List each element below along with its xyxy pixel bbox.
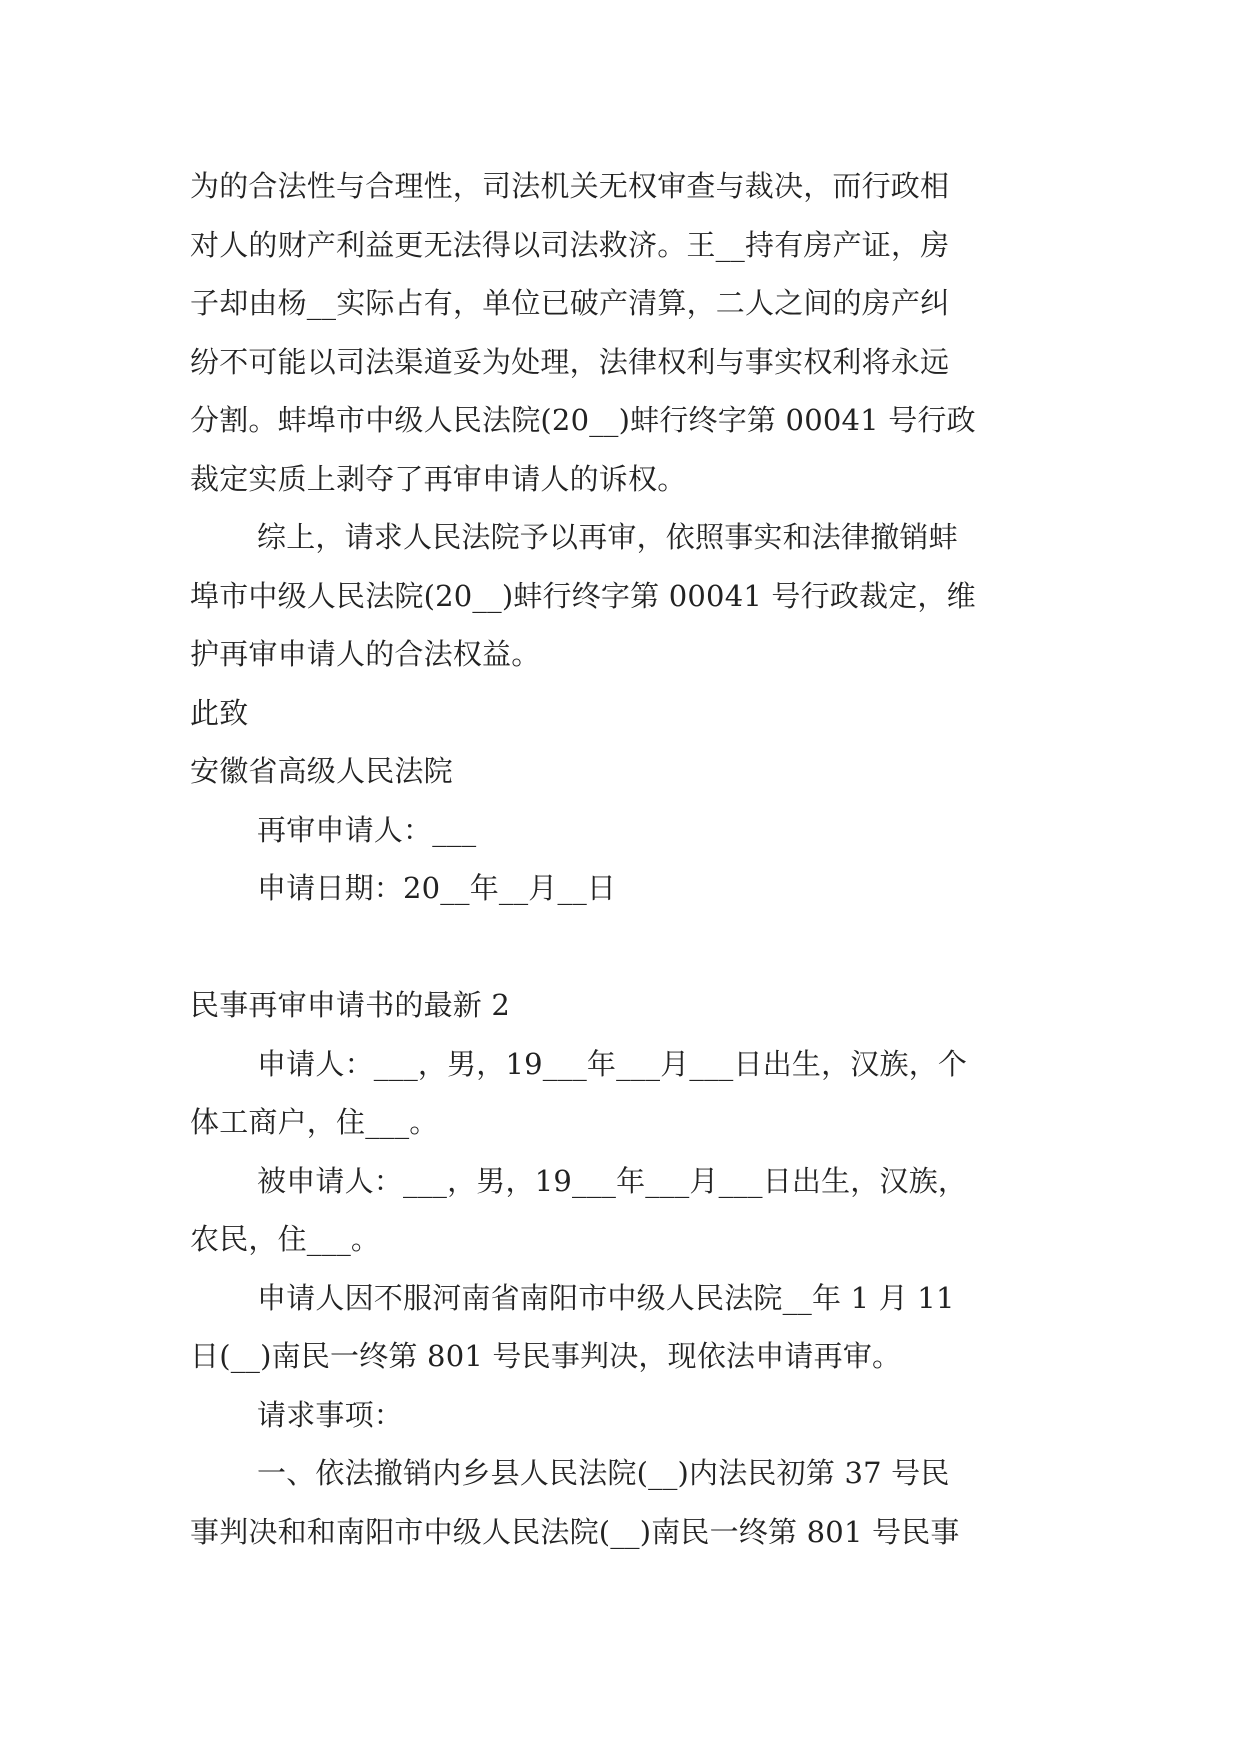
text-line: 农民，住___。 xyxy=(190,1222,381,1256)
paragraph-start: 被申请人：___，男，19___年___月___日出生，汉族， xyxy=(257,1164,968,1198)
text-line: 分割。蚌埠市中级人民法院(20__)蚌行终字第 00041 号行政 xyxy=(190,403,976,437)
text-line: 对人的财产利益更无法得以司法救济。王__持有房产证，房 xyxy=(190,228,950,262)
application-date-line: 申请日期：20__年__月__日 xyxy=(257,871,617,905)
text-line: 纷不可能以司法渠道妥为处理，法律权利与事实权利将永远 xyxy=(190,345,950,379)
text-line: 埠市中级人民法院(20__)蚌行终字第 00041 号行政裁定，维 xyxy=(190,579,976,613)
text-line: 体工商户，住___。 xyxy=(190,1105,439,1139)
paragraph-start: 一、依法撤销内乡县人民法院(__)内法民初第 37 号民 xyxy=(257,1456,950,1490)
text-line: 护再审申请人的合法权益。 xyxy=(190,637,541,671)
text-line: 裁定实质上剥夺了再审申请人的诉权。 xyxy=(190,462,687,496)
text-line: 事判决和和南阳市中级人民法院(__)南民一终第 801 号民事 xyxy=(190,1515,960,1549)
text-line: 为的合法性与合理性，司法机关无权审查与裁决，而行政相 xyxy=(190,169,950,203)
requests-heading: 请求事项： xyxy=(257,1398,404,1432)
salutation: 此致 xyxy=(190,696,249,730)
paragraph-start: 综上，请求人民法院予以再审，依照事实和法律撤销蚌 xyxy=(257,520,958,554)
applicant-signature-line: 再审申请人：___ xyxy=(257,813,477,847)
section-title: 民事再审申请书的最新 2 xyxy=(190,988,511,1022)
recipient-court: 安徽省高级人民法院 xyxy=(190,754,453,788)
paragraph-start: 申请人因不服河南省南阳市中级人民法院__年 1 月 11 xyxy=(257,1281,955,1315)
paragraph-start: 申请人：___，男，19___年___月___日出生，汉族，个 xyxy=(257,1047,968,1081)
text-line: 日(__)南民一终第 801 号民事判决，现依法申请再审。 xyxy=(190,1339,902,1373)
text-line: 子却由杨__实际占有，单位已破产清算，二人之间的房产纠 xyxy=(190,286,950,320)
